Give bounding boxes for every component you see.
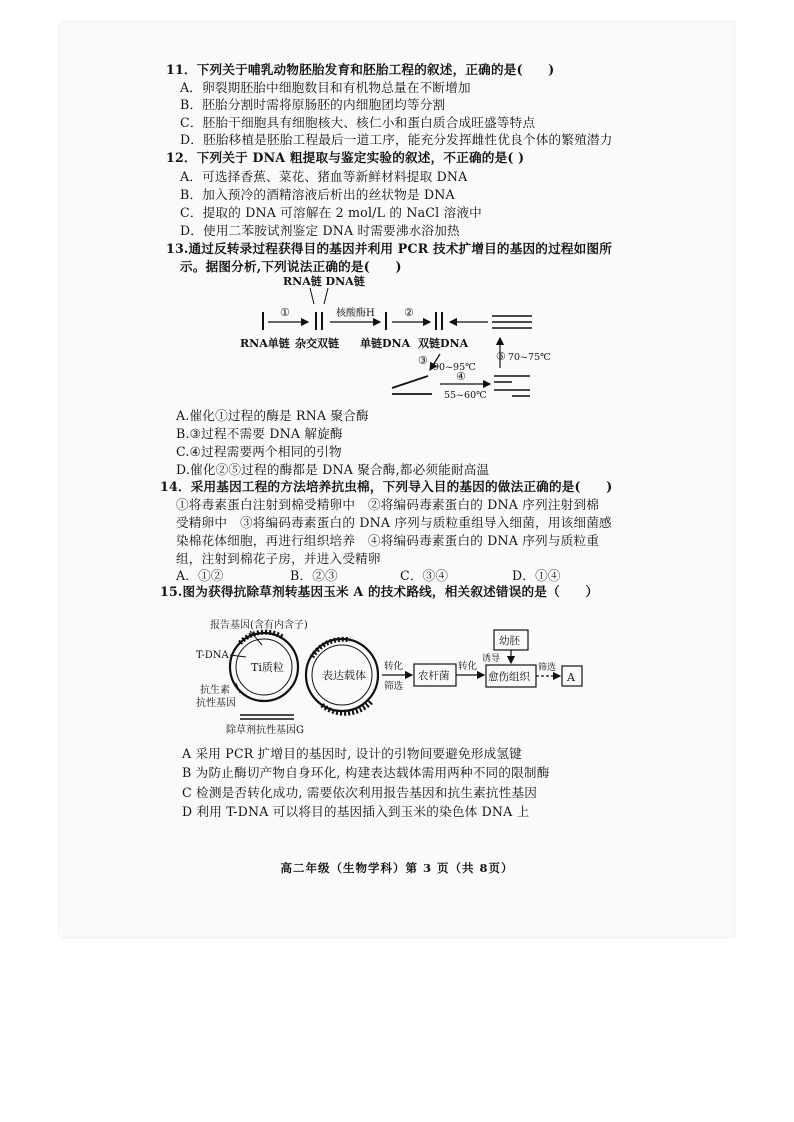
screen2-label: 筛选 xyxy=(538,663,557,673)
q13-option-b: B.③过程不需要 DNA 解旋酶 xyxy=(176,426,343,441)
q15-stem: 15.图为获得抗除草剂转基因玉米 A 的技术路线，相关叙述错误的是（ ） xyxy=(160,584,599,599)
antibiotic-label-1: 抗生素 xyxy=(200,685,230,696)
q14-statement-line3: 染棉花体细胞，再进行组织培养 ④将编码毒素蛋白的 DNA 序列与质粒重 xyxy=(176,533,600,548)
step4-label: ④ xyxy=(456,370,466,383)
label-hybrid: 杂交双链 xyxy=(295,337,339,350)
q14-statement-line4: 组，注射到棉花子房，并进入受精卵 xyxy=(176,551,381,566)
embryo-label: 幼胚 xyxy=(499,635,520,647)
callus-label: 愈伤组织 xyxy=(488,671,530,683)
q14-stem: 14．采用基因工程的方法培养抗虫棉，下列导入目的基因的做法正确的是( ) xyxy=(160,479,613,494)
page-footer: 高二年级（生物学科）第 3 页（共 8页） xyxy=(280,861,514,875)
q11-option-b: B．胚胎分割时需将原肠胚的内细胞团均等分割 xyxy=(180,97,446,112)
step1-label: ① xyxy=(280,306,290,319)
q14-statement-line2: 受精卵中 ③将编码毒素蛋白的 DNA 序列与质粒重组导入细菌，用该细菌感 xyxy=(176,515,612,530)
transform2-label: 转化 xyxy=(458,661,478,672)
label-double-dna: 双链DNA xyxy=(418,337,469,350)
result-label: A xyxy=(567,671,575,684)
q11-option-d: D．胚胎移植是胚胎工程最后一道工序，能充分发挥雌性优良个体的繁殖潜力 xyxy=(180,132,613,147)
q12-stem: 12．下列关于 DNA 粗提取与鉴定实验的叙述，不正确的是( ) xyxy=(166,150,525,165)
q15-option-b: B 为防止酶切产物自身环化, 构建表达载体需用两种不同的限制酶 xyxy=(182,765,550,780)
reporter-gene-label: 报告基因(含有内含子) xyxy=(210,620,308,631)
q11-option-a: A．卵裂期胚胎中细胞数目和有机物总量在不断增加 xyxy=(180,80,471,95)
q12-option-b: B．加入预冷的酒精溶液后析出的丝状物是 DNA xyxy=(180,187,455,202)
q12-option-c: C．提取的 DNA 可溶解在 2 mol/L 的 NaCl 溶液中 xyxy=(180,205,482,220)
enzyme-label: 核酸酶H xyxy=(336,308,375,319)
q14-statement-line1: ①将毒素蛋白注射到棉受精卵中 ②将编码毒素蛋白的 DNA 序列注射到棉 xyxy=(176,497,600,512)
q14-option-b: B．②③ xyxy=(290,568,338,583)
q14-option-c: C．③④ xyxy=(400,568,449,583)
step2-label: ② xyxy=(404,306,414,319)
expression-vector-label: 表达载体 xyxy=(322,669,366,682)
herbicide-gene-label: 除草剂抗性基因G xyxy=(226,725,304,736)
q11-option-c: C．胚胎干细胞具有细胞核大、核仁小和蛋白质合成旺盛等特点 xyxy=(180,115,536,130)
q15-option-c: C 检测是否转化成功, 需要依次利用报告基因和抗生素抗性基因 xyxy=(182,785,538,800)
tdna-label: T-DNA xyxy=(196,650,229,661)
induce-label: 诱导 xyxy=(482,654,501,664)
label-rna-single: RNA单链 xyxy=(240,337,290,350)
temp3-label: 90~95℃ xyxy=(433,362,476,373)
q14-option-d: D．①④ xyxy=(512,568,561,583)
rna-dna-chain-label: RNA链 DNA链 xyxy=(283,275,365,288)
q13-option-c: C.④过程需要两个相同的引物 xyxy=(176,444,342,459)
q12-option-a: A．可选择香蕉、菜花、猪血等新鲜材料提取 DNA xyxy=(180,169,468,184)
label-single-dna: 单链DNA xyxy=(360,337,411,350)
q13-pcr-diagram xyxy=(0,272,794,402)
transform1-label: 转化 xyxy=(384,661,404,672)
step3-label: ③ xyxy=(418,354,428,367)
q15-transgenic-diagram xyxy=(0,605,794,745)
q15-option-d: D 利用 T-DNA 可以将目的基因插入到玉米的染色体 DNA 上 xyxy=(182,804,530,819)
q13-option-d: D.催化②⑤过程的酶都是 DNA 聚合酶,都必须能耐高温 xyxy=(176,462,490,477)
q15-option-a: A 采用 PCR 扩增目的基因时, 设计的引物间要避免形成氢键 xyxy=(182,746,522,761)
q12-option-d: D．使用二苯胺试剂鉴定 DNA 时需要沸水浴加热 xyxy=(180,223,460,238)
q13-option-a: A.催化①过程的酶是 RNA 聚合酶 xyxy=(176,408,369,423)
ti-plasmid-label: Ti质粒 xyxy=(251,661,284,674)
q11-stem: 11．下列关于哺乳动物胚胎发育和胚胎工程的叙述，正确的是( ) xyxy=(166,62,555,77)
q14-option-a: A．①② xyxy=(176,568,224,583)
step5-label: ⑤ xyxy=(496,350,506,363)
q13-stem-line1: 13.通过反转录过程获得目的基因并利用 PCR 技术扩增目的基因的过程如图所 xyxy=(166,241,613,256)
antibiotic-label-2: 抗性基因 xyxy=(196,698,236,709)
agrobacterium-label: 农杆菌 xyxy=(418,670,450,682)
q13-stem-line2: 示。据图分析,下列说法正确的是( ) xyxy=(180,259,402,274)
screen1-label: 筛选 xyxy=(384,681,404,692)
temp4-label: 55~60℃ xyxy=(444,390,487,401)
temp5-label: 70~75℃ xyxy=(508,352,551,363)
